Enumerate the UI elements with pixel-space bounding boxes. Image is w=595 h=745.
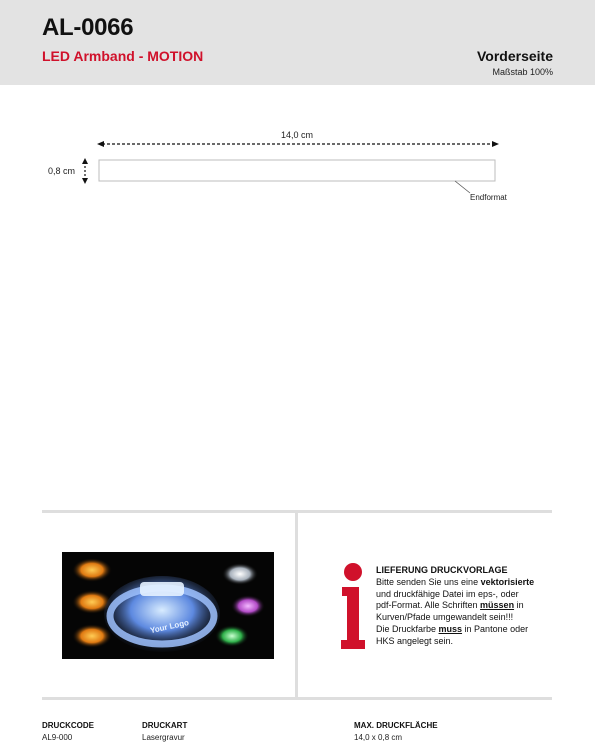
info-line-5-end: in Pantone oder [462,623,529,634]
product-photo [62,552,274,659]
band-logo-text: Your Logo [149,618,190,636]
delivery-info [376,565,558,648]
divider-bottom [42,697,552,700]
info-line-3-text: pdf-Format. Alle Schriften [376,600,481,611]
divider-vertical [295,512,298,697]
print-area-rect [99,160,495,181]
endformat-label: Endformat [470,193,507,202]
width-arrow-right [492,141,499,147]
info-line-3 [376,600,558,612]
info-line-5 [376,624,558,636]
white-band [222,563,258,585]
info-title: LIEFERUNG DRUCKVORLAGE [376,565,508,575]
info-line-3-emph: müssen [480,600,515,611]
orange-band-1 [72,558,112,582]
product-name: LED Armband - MOTION [42,48,204,64]
info-line-1 [376,577,558,589]
product-code: AL-0066 [42,14,134,41]
info-line-1-bold: vektorisierte [480,576,535,587]
height-arrow-bottom [82,178,88,184]
info-line-1-text: Bitte senden Sie uns eine [376,576,481,587]
width-dimension-label: 14,0 cm [281,130,314,140]
max-print-area-value: 14,0 x 0,8 cm [354,733,403,742]
info-line-5-text: Die Druckfarbe [376,623,439,634]
druckcode-label: DRUCKCODE [42,721,94,730]
purple-band [231,595,265,617]
height-arrow-top [82,158,88,164]
info-icon [340,563,366,649]
orange-band-3 [72,624,112,648]
info-line-6: HKS angelegt sein. [376,635,454,646]
info-line-3-end: in [514,600,524,611]
info-line-2: und druckfähige Datei im eps-, oder [376,588,519,599]
blue-bracelet-led [140,582,184,596]
height-dimension-label: 0,8 cm [48,166,76,176]
info-line-4: Kurven/Pfade umgewandelt sein!!! [376,612,514,623]
scale-label: Maßstab 100% [492,67,553,77]
endformat-leader [455,181,470,193]
max-print-area-label: MAX. DRUCKFLÄCHE [354,721,438,730]
side-label: Vorderseite [477,48,553,64]
width-arrow-left [97,141,104,147]
druckart-label: DRUCKART [142,721,188,730]
info-line-5-emph: muss [438,623,463,634]
druckart-value: Lasergravur [142,733,185,742]
green-band [215,625,249,647]
druckcode-value: AL9-000 [42,733,73,742]
